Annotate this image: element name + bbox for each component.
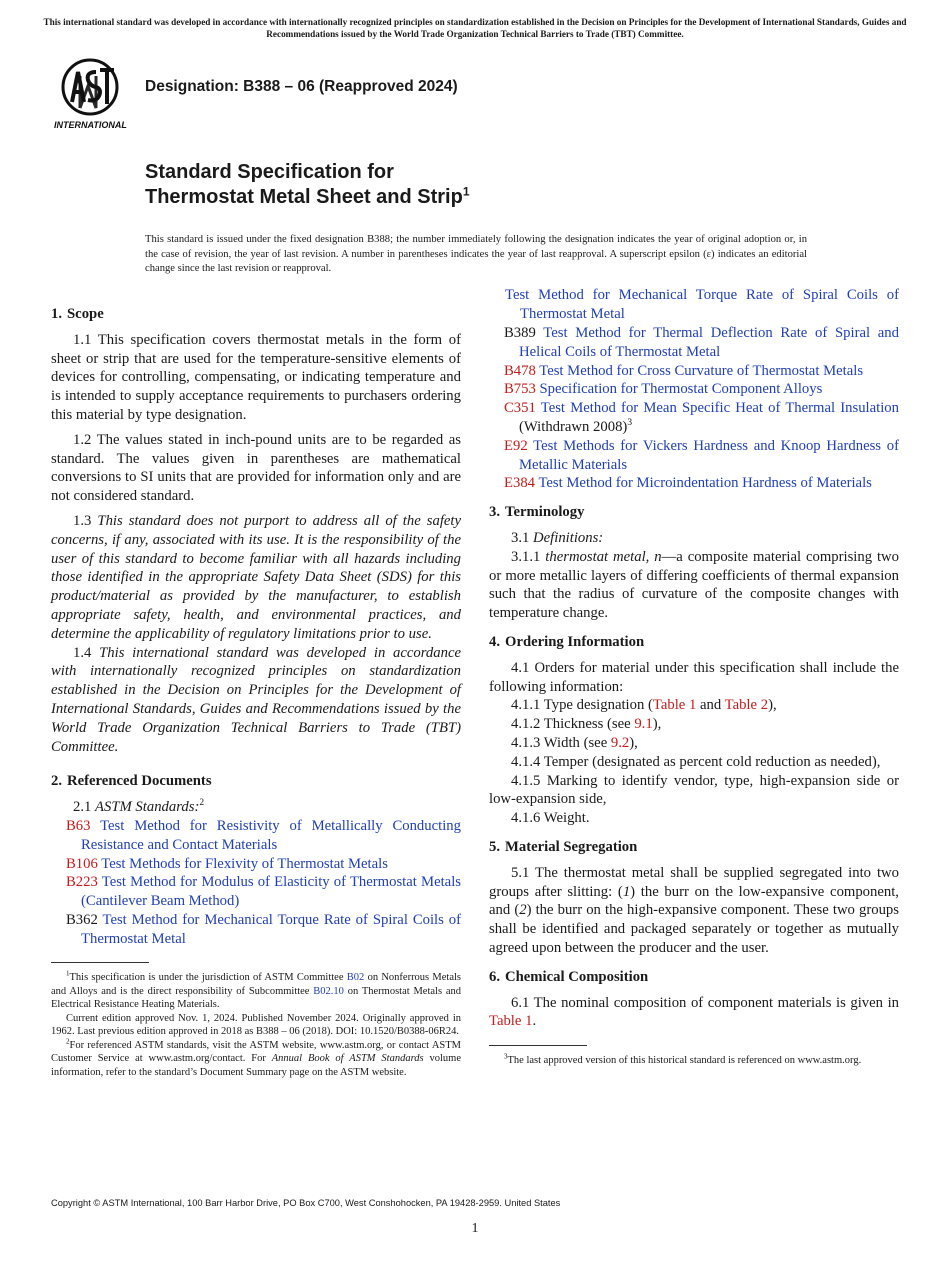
link-table-2[interactable]: Table 2 — [724, 697, 769, 714]
link-table-1[interactable]: Table 1 — [652, 697, 697, 714]
section-3-heading: 3. Terminology — [489, 504, 585, 521]
section-5-heading: 5. Material Segregation — [489, 838, 638, 855]
ref-title-b362[interactable]: Test Method for Mechanical Torque Rate of Spiral Coils of Thermostat Metal — [81, 911, 461, 947]
ref-item[interactable]: B478 Test Method for Cross Curvature of Thermostat Metals — [504, 362, 864, 379]
ref-title-b362-cont[interactable]: Test Method for Mechanical Torque Rate of Spiral Coils of Thermostat Metal — [505, 287, 899, 322]
title-line-2 — [145, 185, 470, 210]
footnote-divider — [489, 1045, 587, 1046]
link-b02[interactable]: B02 — [346, 971, 365, 983]
para-4-1-3: 4.1.3 Width (see 9.2), — [511, 734, 638, 751]
footnote-2: $^2$For referenced ASTM standards, visit the ASTM website, www.astm.org, or contact ASTM Customer Service at www.astm.org/contact. For Annual Book of ASTM Standards volume information, refer to the standard’s Document Summary page on the ASTM website. — [51, 1037, 462, 1079]
right-column — [489, 287, 900, 1068]
link-9-2[interactable]: 9.2 — [610, 734, 630, 751]
ref-item[interactable]: C351 Test Method for Mean Specific Heat of Thermal Insulation (Withdrawn 2008)$^3$ — [504, 400, 899, 435]
para-1-2: 1.2 The values stated in inch-pound units are to be regarded as standard. The values given in parentheses are mathematical conversions to SI units that are provided for information only and are not considered standard. — [51, 431, 461, 505]
link-b02-10[interactable]: B02.10 — [313, 985, 344, 997]
para-1-3: 1.3 This standard does not purport to address all of the safety concerns, if any, associated with its use. It is the responsibility of the user of this standard to become familiar with all hazards including those identified in the appropriate Safety Data Sheet (SDS) for this product/material as provided by the manufacturer, to establish appropriate safety, health, and environmental practices, and determine the applicability of regulatory limitations prior to use. — [51, 512, 462, 642]
para-4-1-4: 4.1.4 Temper (designated as percent cold reduction as needed), — [511, 753, 881, 770]
para-3-1: 3.1 Definitions: — [511, 529, 604, 546]
para-4-1-1: 4.1.1 Type designation (Table 1 and Table 2), — [511, 697, 777, 714]
para-3-1-1: 3.1.1 thermostat metal, n—a composite material comprising two or more metallic layers of differing coefficients of thermal expansion such that the radius of curvature of the composite changes with temperature change. — [489, 548, 900, 622]
section-2-heading: 2. Referenced Documents — [51, 773, 212, 790]
ref-item[interactable]: B63 Test Method for Resistivity of Metallically Conducting Resistance and Contact Materials — [66, 817, 461, 853]
standard-notice: This international standard was developed in accordance with internationally recognized principles on standardization established in the Decision on Principles for the Development of International Standards, Guides and Recommendations issued by the World Trade Organization Technical Barriers to Trade (TBT) Committee. — [43, 17, 907, 39]
para-5-1: 5.1 The thermostat metal shall be supplied segregated into two groups after slitting: (1) the burr on the low-expansive component, and (2) the burr on the high-expansive component. These two groups shall be identified and packaged separately or together as mutually agreed upon between the producer and the user. — [489, 864, 899, 956]
para-4-1-6: 4.1.6 Weight. — [511, 810, 590, 827]
ref-item[interactable]: B223 Test Method for Modulus of Elasticity of Thermostat Metals (Cantilever Beam Method) — [66, 874, 461, 910]
footnote-1: $^1$This specification is under the jurisdiction of ASTM Committee B02 on Nonferrous Metals and Alloys and is the direct responsibility of Subcommittee B02.10 on Thermostat Metals and Electrical Resistance Heating Materials. — [51, 969, 462, 1011]
section-4-heading: 4. Ordering Information — [489, 633, 645, 650]
footnote-3-mark[interactable]: 3 — [627, 418, 633, 429]
link-9-1[interactable]: 9.1 — [634, 716, 653, 733]
issued-note: This standard is issued under the fixed designation B388; the number immediately following the designation indicates the year of original adoption or, in the case of revision, the year of last revision. A number in parentheses indicates the year of last reapproval. A superscript epsilon (ε) indicates an editorial change since the last revision or reapproval. — [145, 234, 807, 274]
left-column — [51, 305, 461, 1080]
para-4-1-2: 4.1.2 Thickness (see 9.1), — [511, 716, 662, 733]
para-4-1-5: 4.1.5 Marking to identify vendor, type, high-expansion side or low-expansion side, — [489, 772, 899, 808]
ref-item[interactable]: B389 Test Method for Thermal Deflection Rate of Spiral and Helical Coils of Thermostat Metal — [504, 325, 899, 360]
section-6-heading: 6. Chemical Composition — [489, 968, 649, 985]
title-footnote-mark[interactable]: 1 — [462, 184, 470, 199]
astm-logo-icon — [52, 56, 136, 132]
page-title — [145, 160, 470, 210]
para-1-1: 1.1 This specification covers thermostat metals in the form of sheet or strip that are used for the temperature-sensitive elements of devices for controlling, compensating, or indicating temperature and is intended to supply acceptance requirements to purchasers ordering this material by type designation. — [51, 331, 461, 423]
footnote-2-mark[interactable]: 2 — [199, 798, 205, 809]
ref-item[interactable]: B106 Test Methods for Flexivity of Thermostat Metals — [66, 855, 388, 872]
footnote-3: $^3$The last approved version of this historical standard is referenced on www.astm.org. — [504, 1052, 862, 1067]
footnotes-left — [51, 971, 461, 1080]
logo-international-text: INTERNATIONAL — [54, 120, 127, 130]
ref-item[interactable]: B753 Specification for Thermostat Component Alloys — [504, 381, 823, 398]
footnote-1-cont: Current edition approved Nov. 1, 2024. Published November 2024. Originally approved in 1962. Last previous edition approved in 2018 as B388 – 06 (2018). DOI: 10.1520/B0388-06R24. — [51, 1012, 461, 1038]
section-1-heading: 1. Scope — [51, 306, 104, 322]
page-number: 1 — [471, 1221, 479, 1236]
link-table-1-chem[interactable]: Table 1 — [489, 1013, 533, 1030]
para-6-1: 6.1 The nominal composition of component materials is given in Table 1. — [489, 994, 899, 1030]
para-2-1: 2.1 ASTM Standards:$^2$ — [73, 798, 205, 816]
para-1-4: 1.4 This international standard was developed in accordance with internationally recognized principles on standardization established in the Decision on Principles for the Development of International Standards, Guides and Recommendations issued by the World Trade Organization Technical Barriers to Trade (TBT) Committee. — [51, 644, 462, 755]
footnotes-right — [489, 1054, 899, 1068]
ref-item[interactable]: E384 Test Method for Microindentation Hardness of Materials — [504, 475, 872, 492]
footnote-divider — [51, 962, 149, 963]
astm-logo — [52, 56, 136, 132]
ref-item-cont[interactable] — [489, 287, 899, 324]
para-4-1: 4.1 Orders for material under this specification shall include the following information: — [489, 659, 899, 695]
title-text: Thermostat Metal Sheet and Strip — [145, 186, 463, 208]
ref-item[interactable]: B362 Test Method for Mechanical Torque Rate of Spiral Coils of Thermostat Metal — [66, 911, 461, 947]
title-line-1: Standard Specification for — [145, 161, 394, 183]
designation: Designation: B388 – 06 (Reapproved 2024) — [145, 78, 458, 95]
ref-item[interactable]: E92 Test Methods for Vickers Hardness and Knoop Hardness of Metallic Materials — [504, 437, 899, 473]
copyright: Copyright © ASTM International, 100 Barr Harbor Drive, PO Box C700, West Conshohocken, PA 19428-2959. United States — [51, 1198, 561, 1208]
